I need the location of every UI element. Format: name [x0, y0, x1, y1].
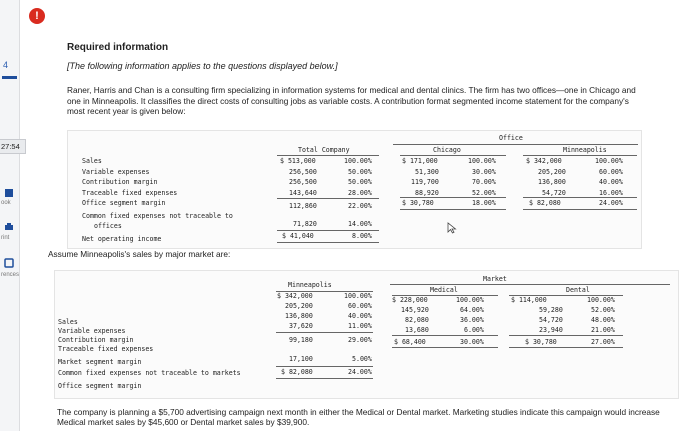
cell: 13,680 — [405, 326, 429, 334]
info-note: [The following information applies to the questions displayed below.] — [67, 61, 338, 71]
office-income-statement — [67, 130, 642, 249]
cell: 40.00% — [599, 178, 623, 186]
rule — [392, 347, 498, 348]
timer-display: 27:54 — [0, 139, 26, 154]
cell: 59,280 — [539, 306, 563, 314]
cell: $ 228,000 — [392, 296, 428, 304]
cell: 143,640 — [289, 188, 317, 197]
rule — [277, 242, 379, 243]
cell: 100.00% — [344, 157, 372, 165]
cell: $ 114,000 — [511, 296, 547, 304]
cell: 119,700 — [411, 178, 439, 186]
row-label: Office segment margin — [82, 199, 166, 207]
assume-text: Assume Minneapolis's sales by major market are: — [48, 249, 231, 259]
cell: 52.00% — [472, 188, 496, 197]
cell: 51,300 — [415, 167, 439, 176]
book-icon[interactable] — [4, 188, 14, 198]
row-label: Market segment margin — [58, 358, 142, 366]
cell: 136,800 — [538, 178, 566, 186]
cell: 112,860 — [289, 202, 317, 210]
row-label: Traceable fixed expenses — [58, 345, 154, 353]
cell: 100.00% — [587, 296, 615, 304]
cell: 11.00% — [348, 322, 372, 330]
col-minneapolis: Minneapolis — [288, 281, 332, 289]
rule — [277, 198, 379, 199]
cell: 5.00% — [352, 355, 372, 363]
cell: 100.00% — [456, 296, 484, 304]
col-minneapolis: Minneapolis — [563, 146, 607, 154]
row-label: Common fixed expenses not traceable to markets — [58, 369, 241, 377]
cell: 37,620 — [289, 322, 313, 330]
cell: 64.00% — [460, 306, 484, 314]
cell: 17,100 — [289, 355, 313, 363]
cell: $ 513,000 — [280, 157, 316, 165]
cell: 30.00% — [460, 338, 484, 346]
rule — [276, 378, 373, 379]
cell: 50.00% — [348, 167, 372, 176]
col-total-company: Total Company — [298, 146, 350, 154]
current-question-marker — [2, 76, 17, 79]
cell: 23,940 — [539, 326, 563, 334]
row-label: offices — [94, 222, 122, 230]
rule — [276, 366, 373, 367]
cell: $ 342,000 — [277, 292, 313, 300]
row-label: Sales — [58, 318, 78, 326]
cell: 6.00% — [464, 326, 484, 334]
market-group-header: Market — [483, 275, 507, 283]
intro-paragraph: Raner, Harris and Chan is a consulting firm specializing in information systems for medical and dental clinics. The firm has two offices—one in Chicago and one in Minneapolis. It classifies the direct costs of consulting jobs as variable costs. A contribution format segmented income statement for the company's most recent year is given below: — [67, 85, 636, 116]
rule — [392, 335, 498, 336]
col-medical: Medical — [430, 286, 458, 294]
cell: 50.00% — [348, 178, 372, 186]
market-income-statement — [54, 270, 679, 399]
rule — [400, 197, 506, 198]
rule — [276, 332, 373, 333]
cell: $ 41,040 — [282, 232, 314, 240]
row-label: Office segment margin — [58, 382, 142, 390]
cell: 24.00% — [599, 199, 623, 207]
cell: 30.00% — [472, 167, 496, 176]
rule — [400, 209, 506, 210]
cell: $ 30,780 — [525, 338, 557, 346]
cell: 71,820 — [293, 220, 317, 228]
cell: 54,720 — [539, 316, 563, 324]
row-label: Contribution margin — [58, 336, 134, 344]
cell: 205,200 — [538, 167, 566, 176]
cell: 36.00% — [460, 316, 484, 324]
office-group-header: Office — [499, 134, 523, 142]
cell: 100.00% — [468, 157, 496, 165]
print-label[interactable]: rint — [1, 235, 10, 241]
row-label: Common fixed expenses not traceable to — [82, 212, 233, 220]
row-label: Net operating income — [82, 235, 162, 243]
cell: 205,200 — [285, 302, 313, 310]
required-info-heading: Required information — [67, 42, 169, 53]
row-label: Variable expenses — [58, 327, 126, 335]
cell: 27.00% — [591, 338, 615, 346]
row-label: Sales — [82, 157, 102, 165]
cell: $ 30,780 — [402, 199, 434, 207]
cell: $ 68,400 — [394, 338, 426, 346]
rule — [277, 230, 379, 231]
cell: 21.00% — [591, 326, 615, 334]
rule — [523, 209, 637, 210]
row-label: Traceable fixed expenses — [82, 188, 178, 197]
cell: 16.00% — [599, 188, 623, 197]
cell: 145,920 — [401, 306, 429, 314]
rule — [509, 347, 623, 348]
row-label: Contribution margin — [82, 178, 158, 186]
col-dental: Dental — [566, 286, 590, 294]
cell: 88,920 — [415, 188, 439, 197]
cell: 99,180 — [289, 336, 313, 344]
cell: 60.00% — [599, 167, 623, 176]
references-label[interactable]: rences — [1, 272, 20, 278]
cell: 60.00% — [348, 302, 372, 310]
cell: 100.00% — [595, 157, 623, 165]
cell: 28.00% — [348, 188, 372, 197]
cell: 256,500 — [289, 167, 317, 176]
cell: 22.00% — [348, 202, 372, 210]
cell: 29.00% — [348, 336, 372, 344]
cell: 18.00% — [472, 199, 496, 207]
left-sidebar — [0, 0, 20, 431]
cell: 100.00% — [344, 292, 372, 300]
cell: 8.00% — [352, 232, 372, 240]
cell: $ 342,000 — [526, 157, 562, 165]
cell: 24.00% — [348, 368, 372, 376]
references-icon[interactable] — [4, 258, 14, 268]
cell: 136,800 — [285, 312, 313, 320]
cell: 82,080 — [405, 316, 429, 324]
campaign-paragraph: The company is planning a $5,700 advertising campaign next month in either the Medical or Dental market. Marketing studies indicate this campaign would increase Medical market sales by $45,600 or Dental market sales by $39,900. — [57, 407, 660, 427]
col-chicago: Chicago — [433, 146, 461, 154]
cell: 40.00% — [348, 312, 372, 320]
ebook-label[interactable]: ook — [1, 200, 11, 206]
rule — [509, 335, 623, 336]
mouse-cursor-icon — [447, 222, 457, 234]
cell: 54,720 — [542, 188, 566, 197]
cell: $ 82,080 — [281, 368, 313, 376]
cell: 70.00% — [472, 178, 496, 186]
cell: 48.00% — [591, 316, 615, 324]
cell: 256,500 — [289, 178, 317, 186]
question-number[interactable]: 4 — [3, 60, 9, 70]
cell: $ 171,000 — [402, 157, 438, 165]
row-label: Variable expenses — [82, 167, 150, 176]
cell: $ 82,080 — [529, 199, 561, 207]
print-icon[interactable] — [4, 222, 14, 232]
cell: 14.00% — [348, 220, 372, 228]
rule — [523, 197, 637, 198]
alert-icon: ! — [29, 8, 45, 24]
cell: 52.00% — [591, 306, 615, 314]
